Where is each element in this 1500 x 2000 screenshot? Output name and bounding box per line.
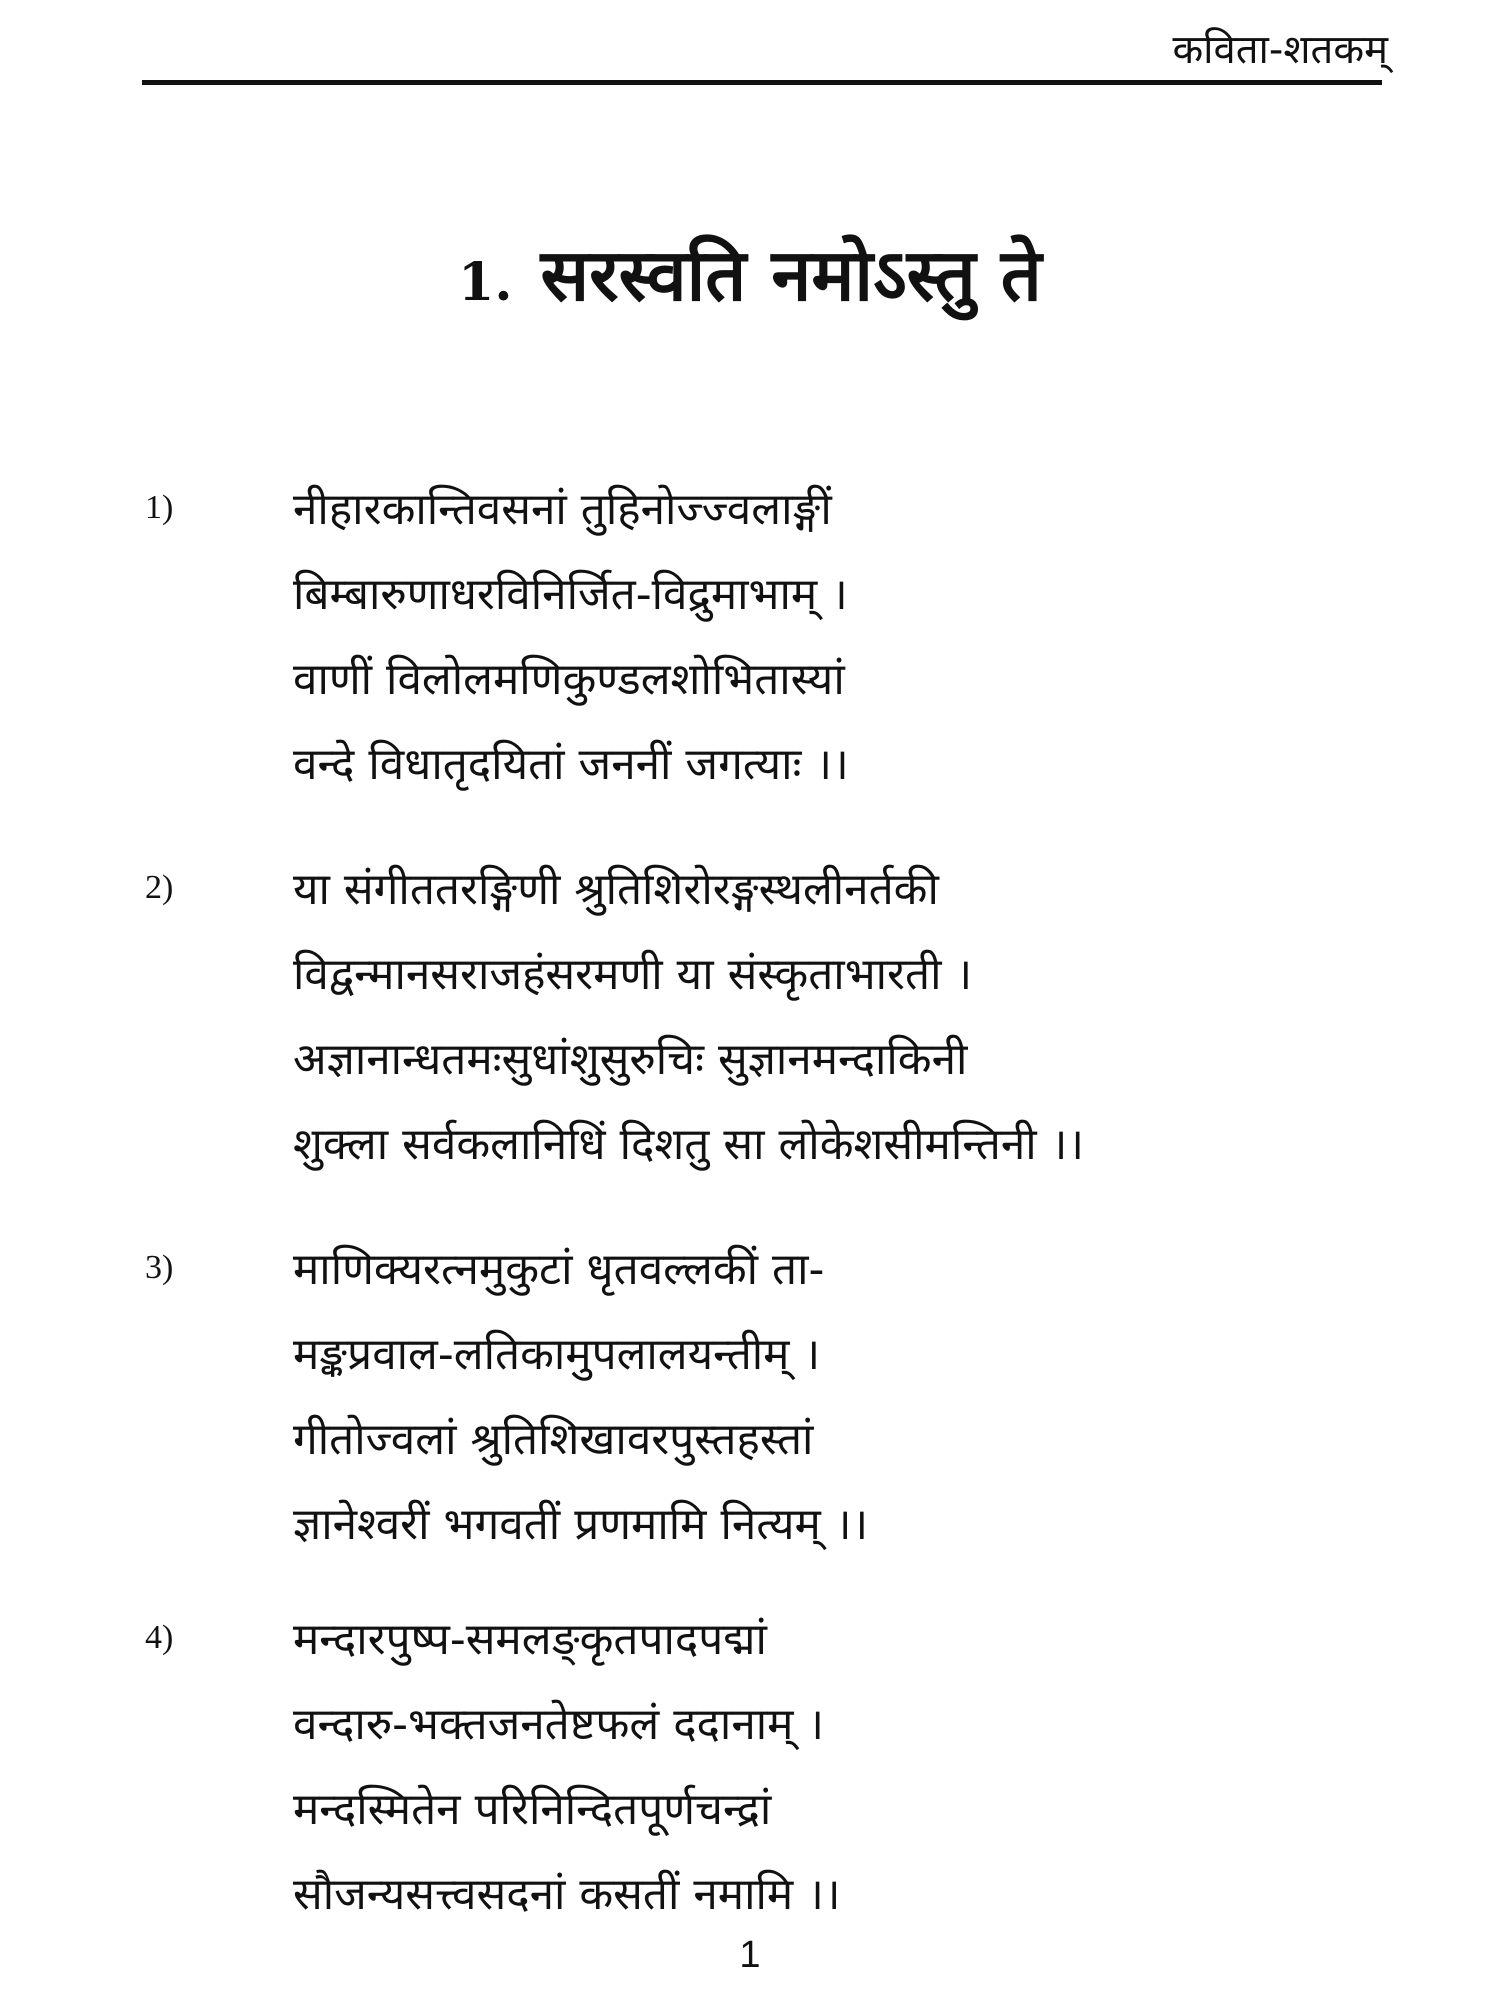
verse-line: बिम्बारुणाधरविनिर्जित-विद्रुमाभाम् । bbox=[293, 569, 848, 620]
verse-line: या संगीततरङ्गिणी श्रुतिशिरोरङ्गस्थलीनर्तकी bbox=[293, 864, 939, 915]
verse-line: सौजन्यसत्त्वसदनां कसतीं नमामि ।। bbox=[293, 1869, 841, 1920]
verse-line: वाणीं विलोलमणिकुण्डलशोभितास्यां bbox=[293, 654, 845, 705]
verse-line: विद्वन्मानसराजहंसरमणी या संस्कृताभारती । bbox=[293, 949, 973, 1000]
verse-line: गीतोज्वलां श्रुतिशिखावरपुस्तहस्तां bbox=[293, 1414, 814, 1465]
verse-lines bbox=[293, 1230, 868, 1570]
title-number: 1. bbox=[458, 252, 513, 313]
verse-line: मन्दस्मितेन परिनिन्दितपूर्णचन्द्रां bbox=[293, 1784, 772, 1835]
verse-lines bbox=[293, 470, 849, 810]
running-header: कविता-शतकम् bbox=[1172, 27, 1388, 73]
page-title bbox=[0, 225, 1500, 333]
verse-number: 3) bbox=[145, 1249, 174, 1286]
verse-line: मन्दारपुष्प-समलङ्कृतपादपद्मां bbox=[293, 1614, 767, 1665]
verse-line: वन्दे विधातृदयितां जननीं जगत्याः ।। bbox=[293, 739, 849, 790]
verse-line: नीहारकान्तिवसनां तुहिनोज्ज्वलाङ्गीं bbox=[293, 484, 832, 535]
title-text: सरस्वति नमोऽस्तु ते bbox=[540, 233, 1042, 317]
verse-line: ज्ञानेश्वरीं भगवतीं प्रणमामि नित्यम् ।। bbox=[293, 1499, 869, 1550]
verse-number: 4) bbox=[145, 1619, 174, 1656]
verse-lines bbox=[293, 1600, 841, 1940]
verse-line: माणिक्यरत्नमुकुटां धृतवल्लकीं ता- bbox=[293, 1244, 825, 1295]
verse-line: अज्ञानान्धतमःसुधांशुसुरुचिः सुज्ञानमन्दाकिनी bbox=[293, 1034, 968, 1085]
verse-lines bbox=[293, 850, 1084, 1190]
verse-line: शुक्ला सर्वकलानिधिं दिशतु सा लोकेशसीमन्तिनी ।। bbox=[293, 1119, 1085, 1170]
verse-line: मङ्कप्रवाल-लतिकामुपलालयन्तीम् । bbox=[293, 1329, 821, 1380]
header-rule bbox=[142, 80, 1382, 85]
verse-number: 1) bbox=[145, 489, 174, 526]
page-number: 1 bbox=[739, 1934, 761, 1976]
verse-line: वन्दारु-भक्तजनतेष्टफलं ददानाम् । bbox=[293, 1699, 825, 1750]
verse-number: 2) bbox=[145, 869, 174, 906]
